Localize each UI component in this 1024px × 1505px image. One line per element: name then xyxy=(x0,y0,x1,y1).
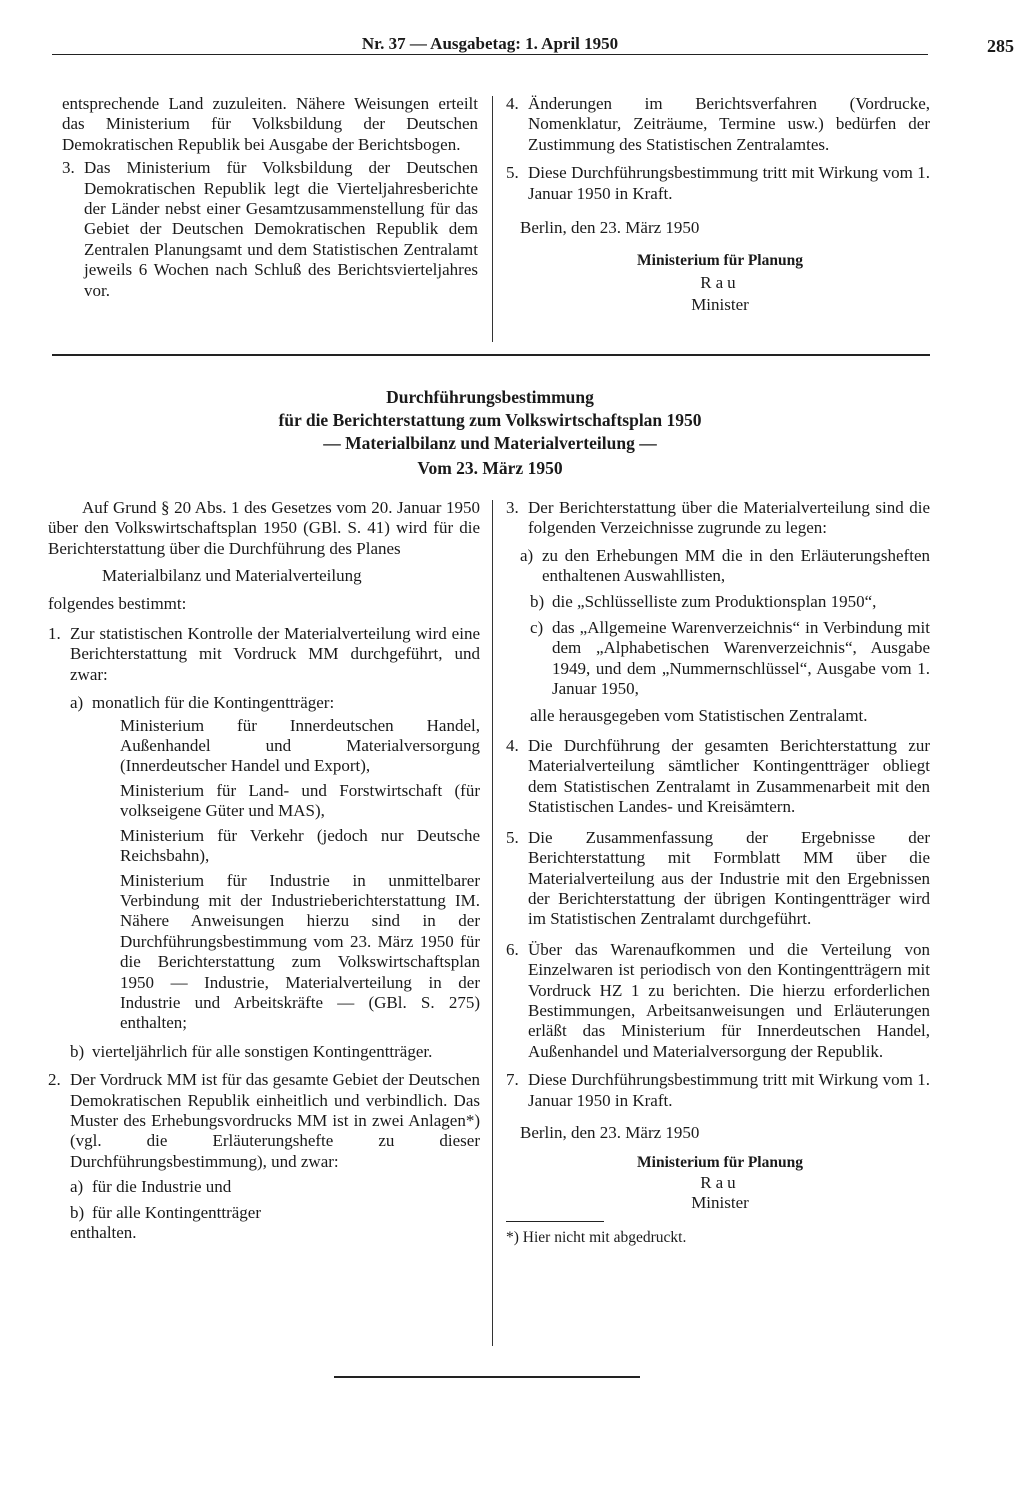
right-item-7 xyxy=(506,1070,930,1111)
column-divider xyxy=(492,500,493,1346)
item-text: Die Zusammenfassung der Ergebnisse der Berichterstattung mit Formblatt MM über die Materialverteilung aus der Industrie mit den Ergebnissen der Berichterstattung der übrigen Kontingentträger wird im Statistischen Zentralamt durchgeführt. xyxy=(528,827,930,929)
right-item-5 xyxy=(506,828,930,930)
left-item-1 xyxy=(48,624,480,685)
item-text: Diese Durchführungsbestimmung tritt mit Wirkung vom 1. Januar 1950 in Kraft. xyxy=(528,163,930,203)
signature-block xyxy=(506,250,930,316)
left-item-2b xyxy=(70,1203,480,1223)
topic-line: Materialbilanz und Materialverteilung xyxy=(102,566,362,586)
top-right-item-5 xyxy=(506,163,930,204)
title-line-3: — Materialbilanz und Materialverteilung — xyxy=(323,433,657,453)
item-label: a) xyxy=(520,545,534,565)
ministry-entry: Ministerium für Innerdeutschen Handel, Außenhandel und Materialversorgung (Innerdeutscher Handel und Export), xyxy=(120,715,480,776)
decree-title xyxy=(52,386,928,480)
top-column-divider xyxy=(492,96,493,342)
section-divider xyxy=(52,354,930,356)
left-item-2a xyxy=(70,1177,480,1197)
item-number: 5. xyxy=(506,827,519,847)
signer-name: Rau xyxy=(700,273,740,293)
ministry-entry: Ministerium für Land- und Forstwirtschaft (für volkseigene Güter und MAS), xyxy=(120,780,480,821)
item-number: 7. xyxy=(506,1070,519,1090)
item-label: b) xyxy=(70,1041,85,1061)
item-text: zu den Erhebungen MM die in den Erläuterungsheften enthaltenen Auswahllisten, xyxy=(542,545,930,586)
right-item-3a xyxy=(520,546,930,587)
issue-line: Nr. 37 — Ausgabetag: 1. April 1950 xyxy=(361,34,619,53)
item-text: Diese Durchführungsbestimmung tritt mit Wirkung vom 1. Januar 1950 in Kraft. xyxy=(528,1070,930,1110)
top-left-item-3 xyxy=(62,158,478,301)
item-text: die „Schlüsselliste zum Produktionsplan 1950“, xyxy=(552,591,877,611)
ministry-list xyxy=(48,716,480,1034)
item-number: 1. xyxy=(48,624,61,644)
ministry-entry: Ministerium für Industrie in unmittelbarer Verbindung mit der Industrieberichterstattung IM. Nähere Anweisungen hierzu sind in der Durchführungsbestimmung vom 23. März 1950 für die Berichterstattung zum Volkswirtschaftsplan 1950 — Industrie, Materialverteilung in der Industrie und Arbeitskräfte — (GBl. S. 275) enthalten; xyxy=(120,870,480,1033)
footnote: *) Hier nicht mit abgedruckt. xyxy=(506,1229,687,1247)
end-rule xyxy=(334,1376,640,1378)
page-number: 285 xyxy=(987,36,1014,56)
top-right-column xyxy=(506,94,930,316)
left-item-1a xyxy=(70,693,480,713)
page-header xyxy=(52,32,1014,56)
item-text: monatlich für die Kontingentträger: xyxy=(92,693,335,713)
title-line-2: für die Berichterstattung zum Volkswirtschaftsplan 1950 xyxy=(278,410,702,430)
signer-name: Rau xyxy=(700,1173,740,1193)
signature-block xyxy=(506,1153,930,1213)
item-number: 4. xyxy=(506,94,519,113)
item-text: Zur statistischen Kontrolle der Materialverteilung wird eine Berichterstattung mit Vordruck MM durchgeführt, und zwar: xyxy=(70,624,480,684)
item-number: 2. xyxy=(48,1070,61,1090)
right-item-6 xyxy=(506,940,930,1062)
item-number: 3. xyxy=(506,498,519,517)
top-right-item-4 xyxy=(506,94,930,155)
footnote-rule xyxy=(506,1221,604,1222)
intro-paragraph: Auf Grund § 20 Abs. 1 des Gesetzes vom 20. Januar 1950 über den Volkswirtschaftsplan 1950 (GBl. S. 41) wird für die Berichterstattung über die Durchführung des Planes xyxy=(48,498,480,558)
item-text: vierteljährlich für alle sonstigen Kontingentträger. xyxy=(92,1041,433,1061)
left-column xyxy=(48,498,480,1243)
item-number: 6. xyxy=(506,939,519,959)
continuation-paragraph: entsprechende Land zuzuleiten. Nähere Weisungen erteilt das Ministerium für Volksbildung der Deutschen Demokratischen Republik bei Ausgabe der Berichtsbogen. xyxy=(62,94,478,154)
right-item-4 xyxy=(506,736,930,818)
item-label: b) xyxy=(530,591,545,611)
signer-role: Minister xyxy=(691,295,749,315)
ministry-name: Ministerium für Planung xyxy=(637,252,803,270)
title-date: Vom 23. März 1950 xyxy=(417,458,563,478)
item-text: für alle Kontingentträger xyxy=(92,1202,261,1222)
left-item-1b xyxy=(70,1042,480,1062)
item-number: 3. xyxy=(62,158,75,178)
item-text: Der Berichterstattung über die Materialverteilung sind die folgenden Verzeichnisse zugrunde zu legen: xyxy=(528,498,930,538)
signature-date: Berlin, den 23. März 1950 xyxy=(520,1122,700,1142)
item-number: 5. xyxy=(506,163,519,183)
signer-role: Minister xyxy=(691,1193,749,1213)
item-3-end: alle herausgegeben vom Statistischen Zentralamt. xyxy=(530,705,868,725)
ministry-entry: Ministerium für Verkehr (jedoch nur Deutsche Reichsbahn), xyxy=(120,825,480,866)
right-item-3c xyxy=(530,618,930,700)
title-line-1: Durchführungsbestimmung xyxy=(386,387,594,407)
right-item-3b xyxy=(530,592,930,612)
item-text: Änderungen im Berichtsverfahren (Vordrucke, Nomenklatur, Zeiträume, Termine usw.) bedürfen der Zustimmung des Statistischen Zentralamtes. xyxy=(528,94,930,154)
right-item-3 xyxy=(506,498,930,539)
left-item-2 xyxy=(48,1070,480,1172)
item-label: b) xyxy=(70,1202,85,1222)
item-label: c) xyxy=(530,618,544,638)
item-label: a) xyxy=(70,1177,84,1197)
item-text: Der Vordruck MM ist für das gesamte Gebiet der Deutschen Demokratischen Republik einheitlich und verbindlich. Das Muster des Erhebungsvordrucks MM ist in zwei Anlagen*) (vgl. die Erläuterungshefte zu dieser Durchführungsbestimmung), und zwar: xyxy=(70,1070,480,1171)
item-number: 4. xyxy=(506,736,519,756)
item-label: a) xyxy=(70,693,84,713)
item-2-end: enthalten. xyxy=(70,1223,137,1242)
ministry-name: Ministerium für Planung xyxy=(637,1154,803,1172)
right-column xyxy=(506,498,930,1249)
top-left-column xyxy=(62,94,478,301)
decree-line: folgendes bestimmt: xyxy=(48,593,187,613)
signature-date: Berlin, den 23. März 1950 xyxy=(520,218,700,238)
item-text: Die Durchführung der gesamten Berichterstattung zur Materialverteilung sämtlicher Kontingentträger obliegt dem Statistischen Zentralamt in Zusammenarbeit mit den Statistischen Landes- und Kreisämtern. xyxy=(528,736,930,817)
item-text: Über das Warenaufkommen und die Verteilung von Einzelwaren ist periodisch von den Kontingentträgern mit Vordruck HZ 1 zu berichten. Die hierzu erforderlichen Bestimmungen, Arbeitsanweisungen und Erläuterungen erläßt das Ministerium für Innerdeutschen Handel, Außenhandel und Materialversorgung der Republik. xyxy=(528,939,930,1061)
item-text: für die Industrie und xyxy=(92,1177,232,1197)
item-text: das „Allgemeine Warenverzeichnis“ in Verbindung mit dem „Alphabetischen Warenverzeichnis“, Ausgabe 1949, und dem „Nummernschlüssel“, Ausgabe vom 1. Januar 1950, xyxy=(552,618,930,699)
item-text: Das Ministerium für Volksbildung der Deutschen Demokratischen Republik legt die Vierteljahresberichte der Länder nebst einer Gesamtzusammenstellung für das Gebiet der Deutschen Demokratischen Republik dem Zentralen Planungsamt und dem Statistischen Zentralamt jeweils 6 Wochen nach Schluß des Berichtsvierteljahres vor. xyxy=(84,158,478,300)
